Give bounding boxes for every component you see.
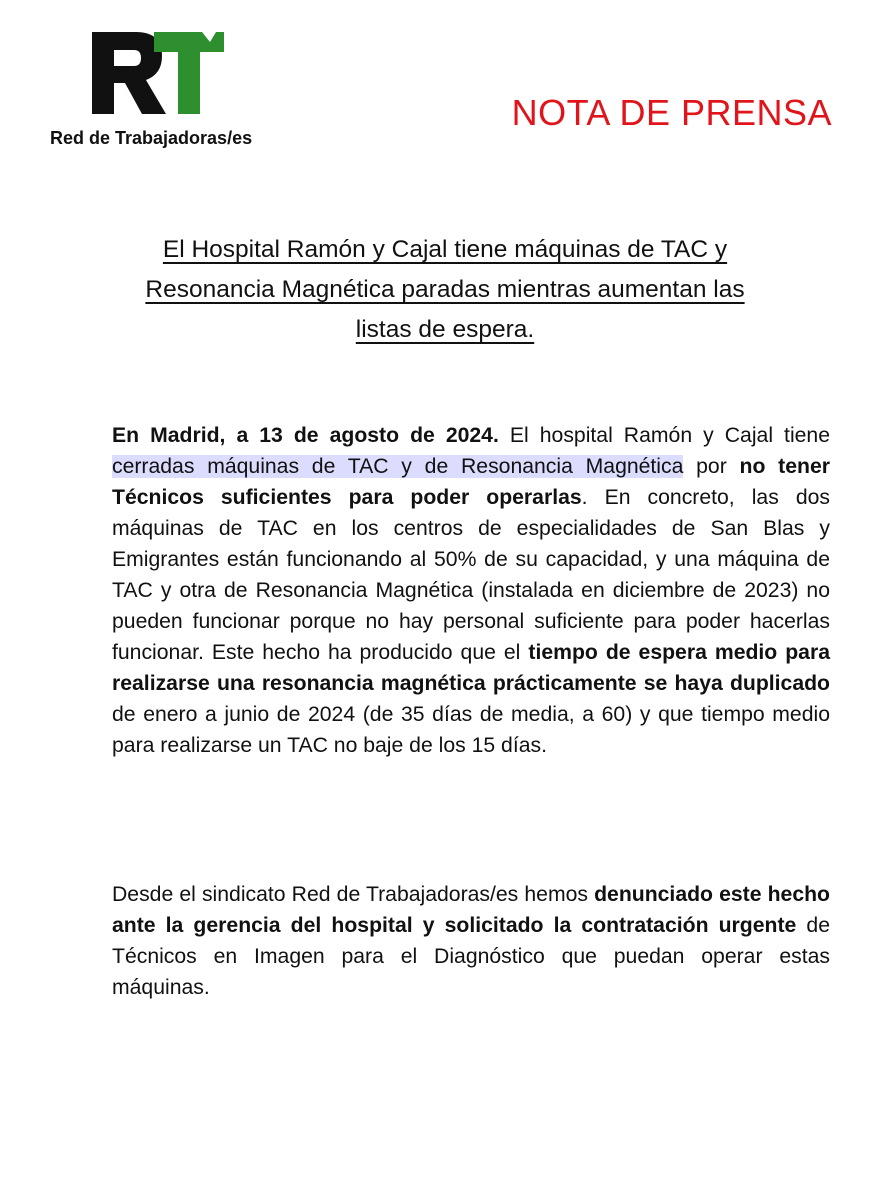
headline — [110, 230, 780, 350]
bold-text: denunciado este hecho ante la gerencia del hospital y solicitado la contratación urgente — [112, 883, 831, 937]
body-paragraph-2 — [112, 879, 830, 1003]
headline-line-3: listas de espera. — [355, 316, 535, 343]
text-segment: Desde el sindicato Red de Trabajadoras/es hemos — [112, 883, 595, 906]
union-logo — [50, 32, 280, 152]
bold-text: no tener Técnicos suficientes para poder operarlas — [112, 455, 830, 509]
rt-logo-mark — [92, 32, 224, 114]
text-segment: de Técnicos en Imagen para el Diagnóstico que puedan operar estas máquinas. — [112, 914, 830, 999]
text-segment: El hospital Ramón y Cajal tiene — [498, 424, 830, 447]
text-segment: . En concreto, las dos máquinas de TAC en los centros de especialidades de San Blas y Emigrantes están funcionando al 50% de su capacidad, y una máquina de TAC y otra de Resonancia Magnética (instalada en diciembre de 2023) no pueden funcionar porque no hay personal suficiente para poder hacerlas funcionar. Este hecho ha producido que el — [112, 486, 830, 664]
text-segment: por — [683, 455, 740, 478]
highlighted-text: cerradas máquinas de TAC y de Resonancia Magnética — [112, 455, 684, 478]
headline-line-1: El Hospital Ramón y Cajal tiene máquinas de TAC y — [162, 236, 728, 263]
bold-text: tiempo de espera medio para realizarse una resonancia magnética prácticamente se haya duplicado — [112, 641, 830, 695]
logo-caption: Red de Trabajadoras/es — [50, 128, 253, 148]
press-release-label: NOTA DE PRENSA — [511, 92, 832, 133]
dateline: En Madrid, a 13 de agosto de 2024. — [112, 424, 499, 447]
text-segment: de enero a junio de 2024 (de 35 días de media, a 60) y que tiempo medio para realizarse un TAC no baje de los 15 días. — [112, 703, 830, 757]
body-paragraph-1 — [112, 420, 830, 761]
headline-line-2: Resonancia Magnética paradas mientras aumentan las — [145, 276, 745, 303]
